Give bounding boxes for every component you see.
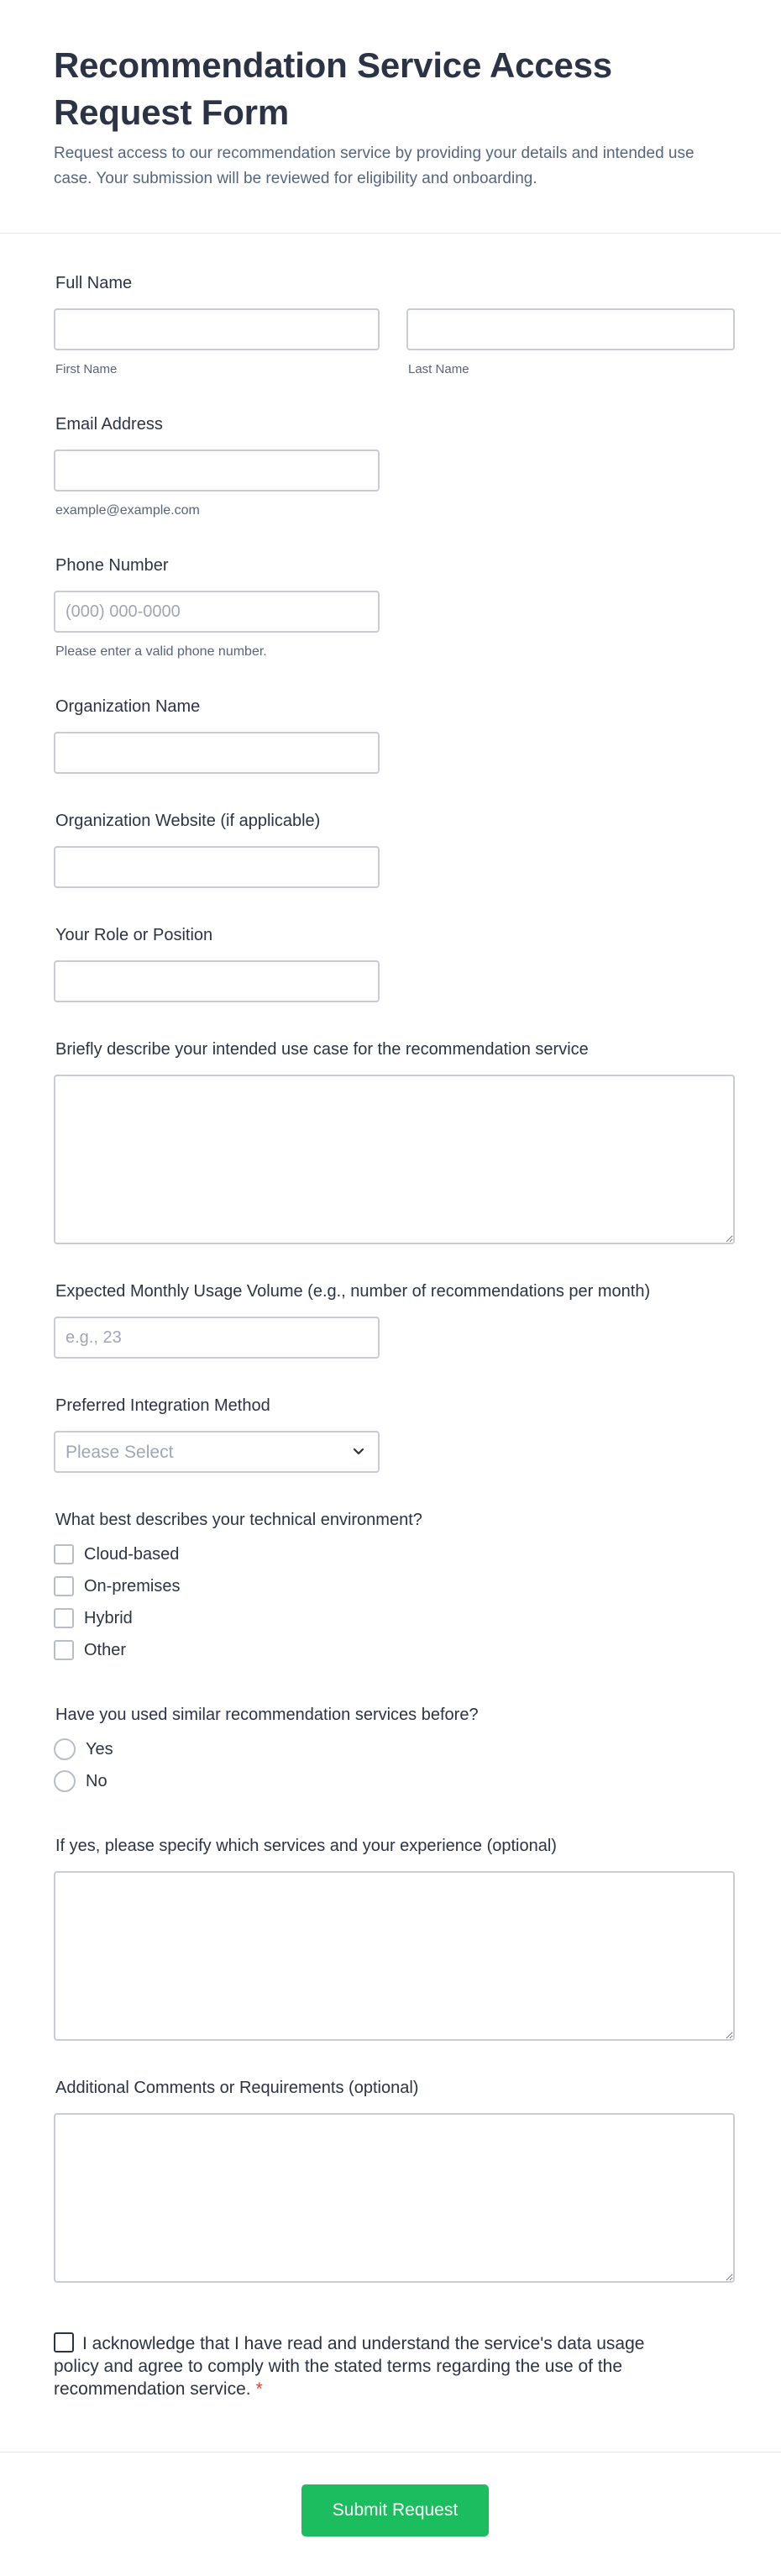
phone-sublabel: Please enter a valid phone number. — [55, 644, 267, 659]
website-input[interactable] — [54, 846, 380, 888]
form-footer — [0, 2452, 781, 2576]
environment-option-cloud[interactable] — [54, 1538, 422, 1570]
environment-option-hybrid[interactable] — [54, 1602, 422, 1634]
chevron-down-icon — [351, 1444, 366, 1459]
last-name-input[interactable] — [406, 308, 735, 350]
role-field — [54, 926, 380, 1002]
required-mark: * — [255, 2379, 263, 2399]
usage-volume-field — [54, 1282, 650, 1359]
experience-textarea[interactable] — [54, 1871, 735, 2041]
use-case-field — [54, 1040, 735, 1244]
acknowledgement-checkbox[interactable] — [54, 2332, 74, 2353]
usage-volume-input[interactable] — [54, 1317, 380, 1359]
environment-option-label: Other — [84, 1640, 127, 1659]
checkbox[interactable] — [54, 1544, 74, 1564]
organization-field — [54, 697, 380, 774]
email-field — [54, 415, 380, 518]
acknowledgement-text: I acknowledge that I have read and understand the service's data usage policy and agree to comply with the stated terms regarding the use of the recommendation service. — [54, 2334, 645, 2399]
used-before-label: Have you used similar recommendation services before? — [55, 1706, 479, 1724]
phone-input[interactable] — [54, 591, 380, 633]
acknowledgement-field — [54, 2332, 675, 2400]
organization-input[interactable] — [54, 732, 380, 774]
first-name-input[interactable] — [54, 308, 380, 350]
full-name-field — [54, 274, 735, 376]
phone-field — [54, 556, 380, 660]
comments-textarea[interactable] — [54, 2113, 735, 2283]
comments-field — [54, 2079, 735, 2283]
radio-button[interactable] — [54, 1738, 76, 1760]
checkbox[interactable] — [54, 1608, 74, 1628]
email-input[interactable] — [54, 449, 380, 492]
first-name-sublabel: First Name — [55, 362, 118, 376]
environment-option-on-premises[interactable] — [54, 1570, 422, 1602]
used-before-field — [54, 1706, 479, 1797]
role-input[interactable] — [54, 960, 380, 1002]
submit-button[interactable]: Submit Request — [301, 2484, 489, 2537]
use-case-textarea[interactable] — [54, 1075, 735, 1244]
environment-option-label: Cloud-based — [84, 1544, 180, 1564]
website-label: Organization Website (if applicable) — [55, 812, 321, 830]
integration-select-value: Please Select — [66, 1443, 174, 1462]
checkbox[interactable] — [54, 1640, 74, 1660]
form-header — [0, 0, 781, 234]
comments-label: Additional Comments or Requirements (optional) — [55, 2079, 419, 2097]
environment-option-label: Hybrid — [84, 1608, 133, 1627]
email-label: Email Address — [55, 415, 163, 434]
integration-label: Preferred Integration Method — [55, 1396, 270, 1415]
used-before-option-yes[interactable] — [54, 1733, 479, 1765]
used-before-option-no[interactable] — [54, 1765, 479, 1797]
checkbox[interactable] — [54, 1576, 74, 1596]
environment-field — [54, 1511, 422, 1666]
experience-label: If yes, please specify which services and your experience (optional) — [55, 1837, 557, 1855]
page-title: Recommendation Service Access Request Form — [54, 45, 612, 132]
environment-option-other[interactable] — [54, 1634, 422, 1666]
role-label: Your Role or Position — [55, 926, 213, 944]
last-name-sublabel: Last Name — [408, 362, 469, 376]
email-sublabel: example@example.com — [55, 503, 200, 518]
integration-select[interactable] — [54, 1431, 380, 1473]
experience-field — [54, 1837, 735, 2041]
integration-field — [54, 1396, 380, 1473]
radio-button[interactable] — [54, 1770, 76, 1792]
environment-label: What best describes your technical environment? — [55, 1511, 422, 1529]
environment-option-label: On-premises — [84, 1576, 181, 1596]
page-subtitle: Request access to our recommendation service by providing your details and intended use case. Your submission will be reviewed for eligibility and onboarding. — [54, 145, 695, 187]
used-before-option-label: No — [86, 1771, 107, 1790]
full-name-label: Full Name — [55, 274, 133, 292]
phone-label: Phone Number — [55, 556, 169, 575]
website-field — [54, 812, 380, 888]
organization-label: Organization Name — [55, 697, 201, 716]
used-before-option-label: Yes — [86, 1739, 113, 1759]
use-case-label: Briefly describe your intended use case for the recommendation service — [55, 1040, 589, 1059]
usage-volume-label: Expected Monthly Usage Volume (e.g., number of recommendations per month) — [55, 1282, 651, 1301]
